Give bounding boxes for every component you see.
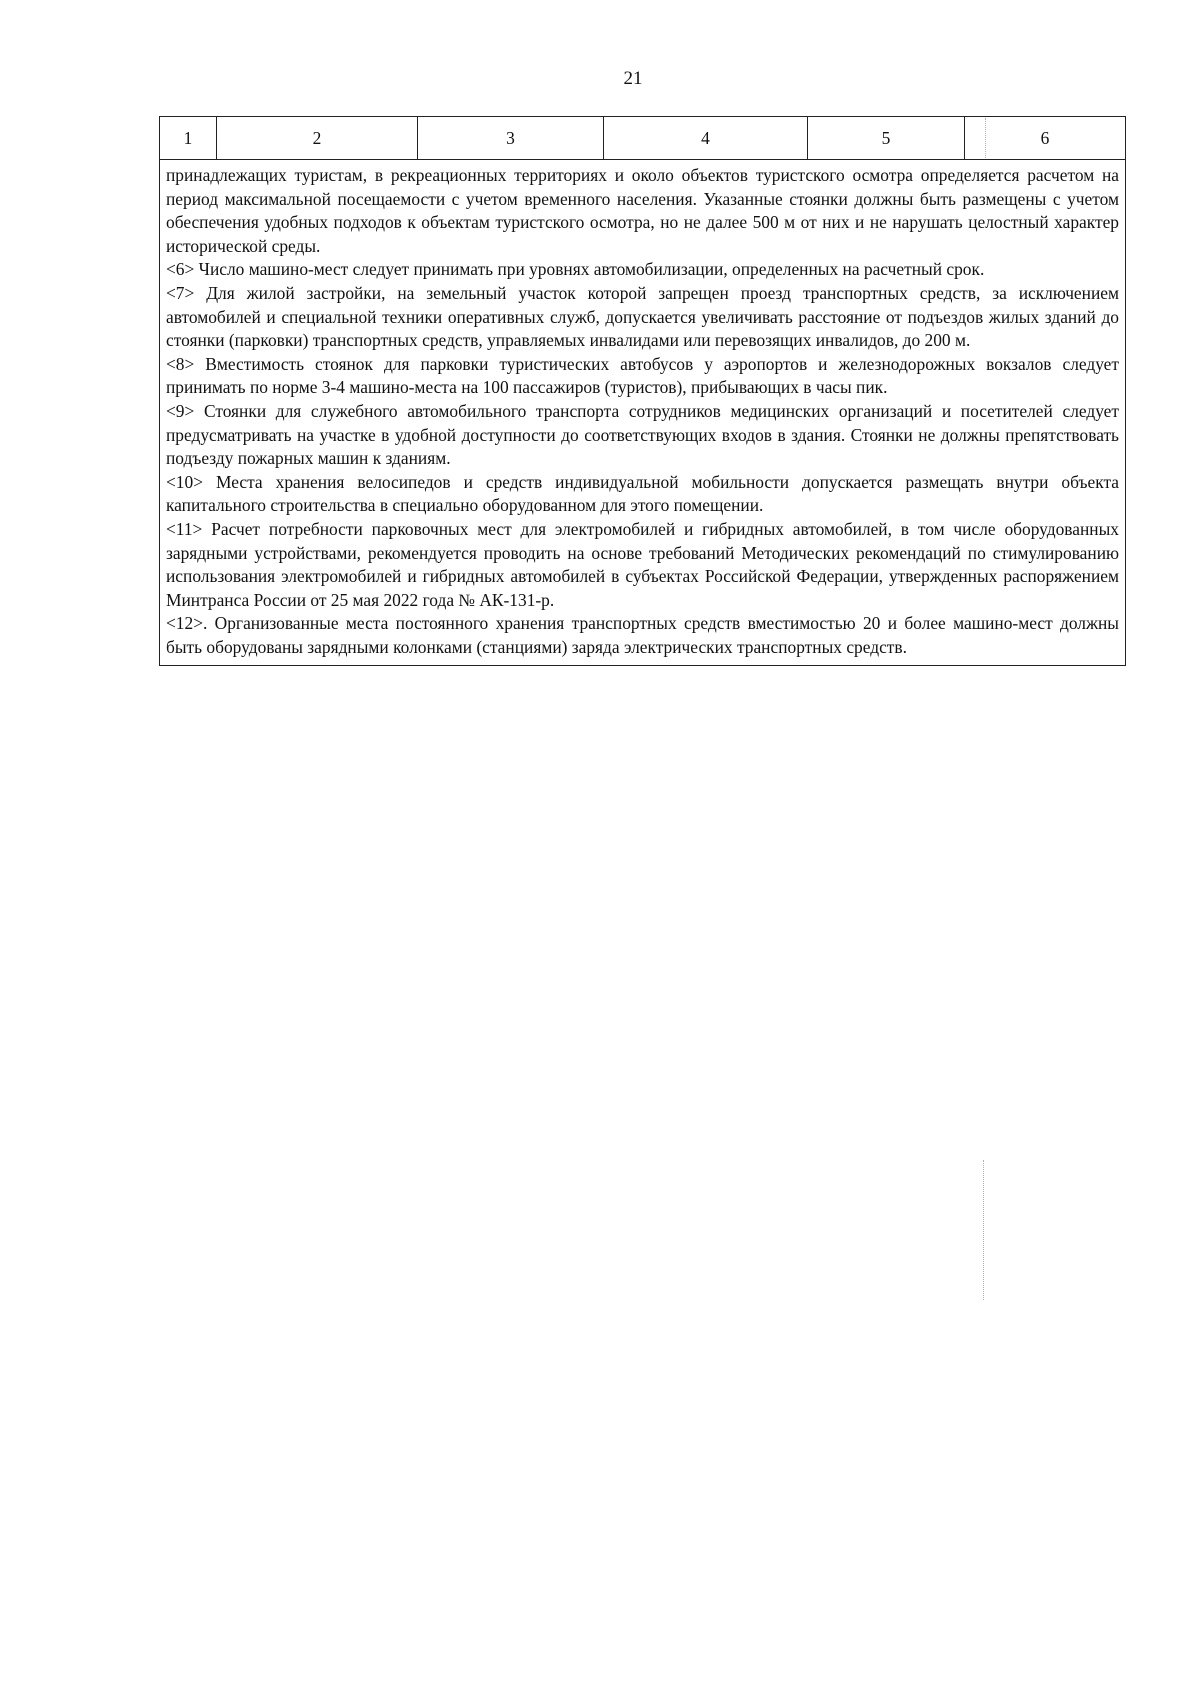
page-number: 21 bbox=[623, 68, 643, 89]
column-number: 4 bbox=[604, 117, 808, 160]
footnote-9: <9> Стоянки для служебного автомобильного транспорта сотрудников медицинских организаций и посетителей следует предусматривать на участке в удобной доступности до соответствующих входов в здания. Стоянки не должны препятствовать подъезду пожарных машин к зданиям. bbox=[166, 400, 1119, 469]
footnote-7: <7> Для жилой застройки, на земельный участок которой запрещен проезд транспортных средств, за исключением автомобилей и специальной техники оперативных служб, допускается увеличивать расстояние от подъездов жилых зданий до стоянки (парковки) транспортных средств, управляемых инвалидами или перевозящих инвалидов, до 200 м. bbox=[166, 282, 1119, 351]
footnote-10: <10> Места хранения велосипедов и средств индивидуальной мобильности допускается размещать внутри объекта капитального строительства в специально оборудованном для этого помещении. bbox=[166, 471, 1119, 516]
column-number: 6 bbox=[965, 117, 1126, 160]
column-number: 3 bbox=[418, 117, 604, 160]
notes-row bbox=[160, 160, 1126, 666]
footnote-continuation: принадлежащих туристам, в рекреационных территориях и около объектов туристского осмотра определяется расчетом на период максимальной посещаемости с учетом временного населения. Указанные стоянки должны быть размещены с учетом обеспечения удобных подходов к объектам туристского осмотра, но не далее 500 м от них и не нарушать целостный характер исторической среды. bbox=[166, 165, 1119, 256]
column-number-row bbox=[160, 117, 1126, 160]
column-number: 2 bbox=[217, 117, 418, 160]
footnote-6: <6> Число машино-мест следует принимать при уровнях автомобилизации, определенных на расчетный срок. bbox=[166, 259, 985, 280]
footnote-12: <12>. Организованные места постоянного хранения транспортных средств вместимостью 20 и более машино-мест должны быть оборудованы зарядными колонками (станциями) заряда электрических транспортных средств. bbox=[166, 613, 1119, 657]
scan-artifact-line bbox=[985, 118, 986, 158]
footnotes-cell bbox=[160, 160, 1126, 666]
column-number: 5 bbox=[808, 117, 965, 160]
parking-norms-table bbox=[159, 116, 1126, 666]
footnote-8: <8> Вместимость стоянок для парковки туристических автобусов у аэропортов и железнодорожных вокзалов следует принимать по норме 3-4 машино-места на 100 пассажиров (туристов), прибывающих в часы пик. bbox=[166, 353, 1119, 398]
column-number: 1 bbox=[160, 117, 217, 160]
footnote-11: <11> Расчет потребности парковочных мест для электромобилей и гибридных автомобилей, в том числе оборудованных зарядными устройствами, рекомендуется проводить на основе требований Методических рекомендаций по стимулированию использования электромобилей и гибридных автомобилей в субъектах Российской Федерации, утвержденных распоряжением Минтранса России от 25 мая 2022 года № АК-131-р. bbox=[166, 518, 1119, 610]
scan-artifact-line bbox=[983, 1160, 984, 1300]
